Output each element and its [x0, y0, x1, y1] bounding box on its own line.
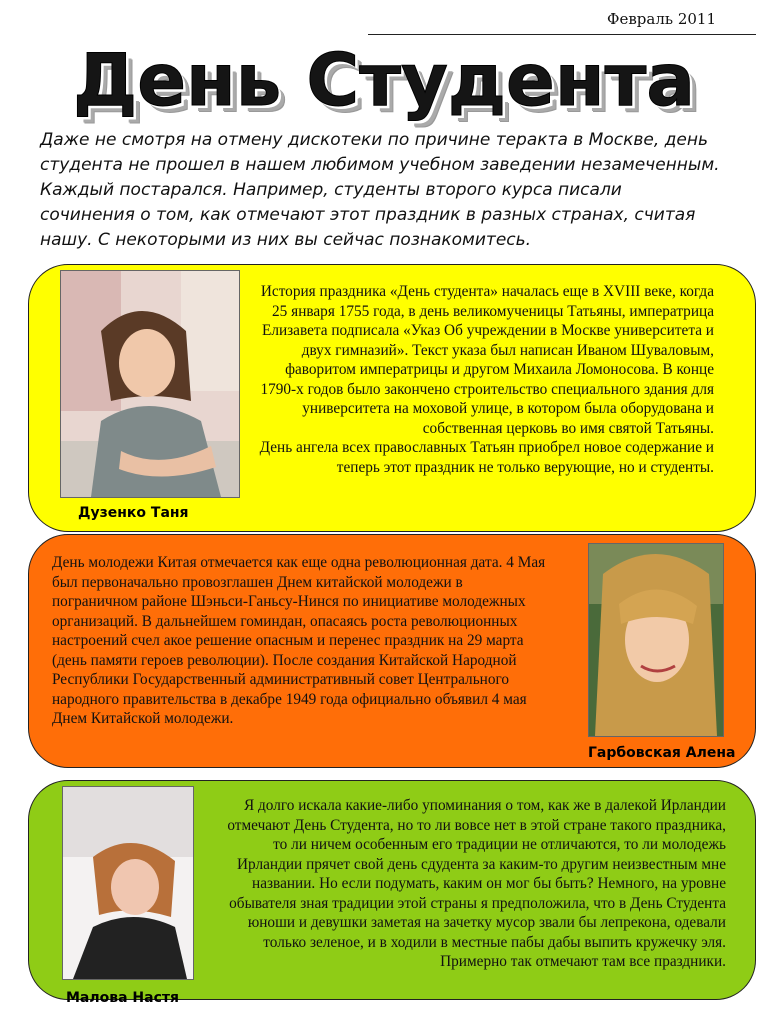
page-title: День Студента [73, 38, 695, 122]
photo-portrait-3 [63, 787, 193, 979]
article-text-1 [248, 282, 714, 477]
article-text-3 [212, 796, 726, 972]
author-caption-3: Малова Настя [66, 990, 179, 1006]
article-1-paragraph-1: История праздника «День студента» началась еще в XVIII веке, когда 25 января 1755 года, в день великомученицы Татьяны, императрица Елизавета подписала «Указ Об учреждении в Москве университета и двух гимназий». Текст указа был написан Иваном Шуваловым, фаворитом императрицы и другом Михаила Ломоносова. В конце 1790-х годов было закончено строительство специального здания для университета на моховой улице, в котором была оборудована и собственная церковь во имя святой Татьяны. [260, 283, 714, 437]
article-3-paragraph-1: Я долго искала какие-либо упоминания о том, как же в далекой Ирландии отмечают День Студента, но то ли вовсе нет в этой стране такого праздника, то ли ничем особенным его традиции не отличаются, то ли молодежь Ирландии прячет свой день сдудента за каким-то другим неизвестным мне названии. Но если подумать, каким он мог бы быть? Немного, на уровне обывателя зная традиции этой страны я предположила, что в День Студента юноши и девушки заметая на зачетку мусор звали бы лепрекона, одевали только зеленое, и в ходили в местные пабы дабы выпить кружечку эля. Примерно так отмечают там все праздники. [227, 797, 726, 970]
article-1-paragraph-2: День ангела всех православных Татьян приобрел новое содержание и теперь этот праздник не только верующие, но и студенты. [259, 439, 714, 476]
issue-date: Февраль 2011 [607, 10, 716, 28]
photo-portrait-1 [61, 271, 239, 497]
header-rule [368, 34, 756, 35]
author-caption-2: Гарбовская Алена [588, 745, 736, 761]
article-2-paragraph-1: День молодежи Китая отмечается как еще одна революционная дата. 4 Мая был первоначально провозглашен Днем китайской молодежи в пограничном районе Шэньси-Ганьсу-Нинся по инициативе молодежных организаций. В дальнейшем гоминдан, опасаясь роста революционных настроений счел акое решение опасным и перенес праздник на 29 марта (день памяти героев революции). После создания Китайской Народной Республики Государственный административный совет Центрального народного правительства в декабре 1949 года официально объявил 4 мая Днем Китайской молодежи. [52, 554, 546, 727]
author-photo-2 [588, 543, 724, 737]
author-caption-1: Дузенко Таня [78, 505, 189, 521]
author-photo-1 [60, 270, 240, 498]
photo-portrait-2 [589, 544, 723, 736]
author-photo-3 [62, 786, 194, 980]
article-text-2 [52, 553, 548, 729]
intro-text: Даже не смотря на отмену дискотеки по причине теракта в Москве, день студента не прошел в нашем любимом учебном заведении незамеченным. Каждый постарался. Например, студенты второго курса писали сочинения о том, как отмечают этот праздник в разных странах, считая нашу. С некоторыми из них вы сейчас познакомитесь. [40, 130, 720, 250]
